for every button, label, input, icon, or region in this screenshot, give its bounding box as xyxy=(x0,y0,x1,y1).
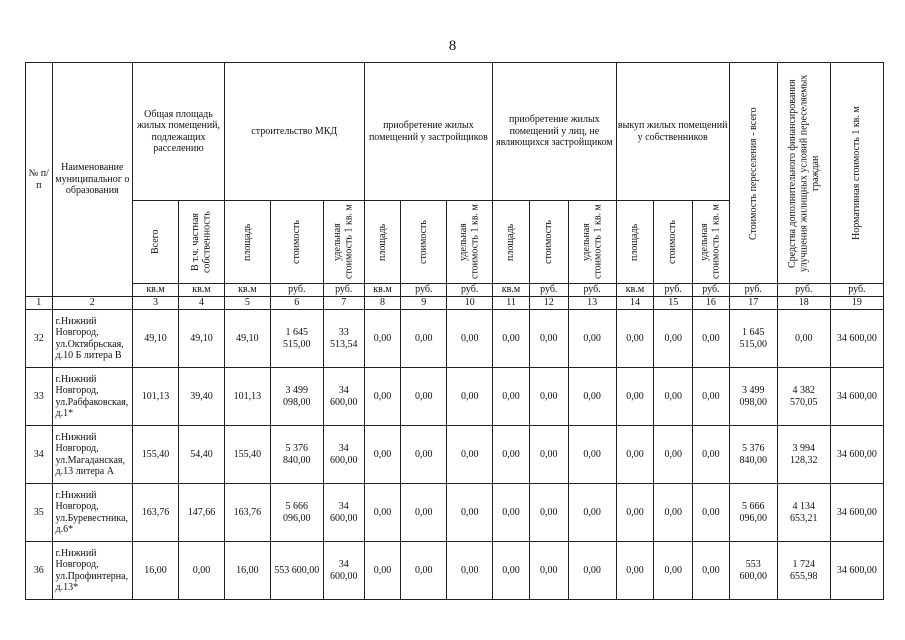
unit-cell: кв.м xyxy=(493,284,530,297)
value-cell: 34 600,00 xyxy=(323,426,364,484)
value-cell: 553 600,00 xyxy=(729,542,777,600)
value-cell: 0,00 xyxy=(568,542,616,600)
unit-cell: руб. xyxy=(270,284,323,297)
header-norm-cost: Нормативная стоимость 1 кв. м xyxy=(830,63,883,284)
value-cell: 0,00 xyxy=(364,542,401,600)
unit-cell: руб. xyxy=(777,284,830,297)
value-cell: 5 666 096,00 xyxy=(729,484,777,542)
value-cell: 0,00 xyxy=(654,542,693,600)
municipality-name-cell: г.Нижний Новгород, ул.Октябрьская, д.10 Б литера В xyxy=(52,310,133,368)
sub-unit-cost-7: удельная стоимость 1 кв. м xyxy=(323,201,364,284)
value-cell: 0,00 xyxy=(447,368,493,426)
municipality-name-cell: г.Нижний Новгород, ул.Рабфаковская, д.1* xyxy=(52,368,133,426)
value-cell: 33 513,54 xyxy=(323,310,364,368)
value-cell: 0,00 xyxy=(529,542,568,600)
row-number-cell: 35 xyxy=(26,484,53,542)
value-cell: 0,00 xyxy=(447,310,493,368)
value-cell: 0,00 xyxy=(178,542,224,600)
value-cell: 0,00 xyxy=(529,426,568,484)
value-cell: 163,76 xyxy=(224,484,270,542)
value-cell: 0,00 xyxy=(529,484,568,542)
column-number: 2 xyxy=(52,297,133,310)
table-row xyxy=(26,368,884,426)
value-cell: 0,00 xyxy=(447,426,493,484)
value-cell: 0,00 xyxy=(616,484,654,542)
value-cell: 0,00 xyxy=(364,368,401,426)
value-cell: 0,00 xyxy=(616,368,654,426)
row-number-cell: 33 xyxy=(26,368,53,426)
value-cell: 0,00 xyxy=(401,310,447,368)
value-cell: 4 382 570,05 xyxy=(777,368,830,426)
value-cell: 0,00 xyxy=(529,368,568,426)
column-number: 17 xyxy=(729,297,777,310)
column-number: 9 xyxy=(401,297,447,310)
unit-cell: руб. xyxy=(729,284,777,297)
value-cell: 0,00 xyxy=(529,310,568,368)
header-name: Наименование муниципальног о образования xyxy=(52,63,133,297)
value-cell: 34 600,00 xyxy=(323,368,364,426)
unit-cell: руб. xyxy=(323,284,364,297)
value-cell: 5 376 840,00 xyxy=(729,426,777,484)
value-cell: 0,00 xyxy=(493,310,530,368)
header-purchase-non-developers: приобретение жилых помещений у лиц, не являющихся застройщиком xyxy=(493,63,616,201)
value-cell: 39,40 xyxy=(178,368,224,426)
value-cell: 34 600,00 xyxy=(830,310,883,368)
value-cell: 0,00 xyxy=(364,484,401,542)
value-cell: 0,00 xyxy=(447,542,493,600)
value-cell: 0,00 xyxy=(364,310,401,368)
value-cell: 3 994 128,32 xyxy=(777,426,830,484)
sub-area-14: площадь xyxy=(616,201,654,284)
value-cell: 5 376 840,00 xyxy=(270,426,323,484)
value-cell: 0,00 xyxy=(616,310,654,368)
row-number-cell: 32 xyxy=(26,310,53,368)
unit-cell: кв.м xyxy=(364,284,401,297)
value-cell: 0,00 xyxy=(568,310,616,368)
sub-private: В т.ч. частная собственность xyxy=(178,201,224,284)
unit-cell: руб. xyxy=(447,284,493,297)
value-cell: 155,40 xyxy=(133,426,179,484)
value-cell: 0,00 xyxy=(693,310,730,368)
unit-cell: кв.м xyxy=(224,284,270,297)
municipality-name-cell: г.Нижний Новгород, ул.Магаданская, д.13 литера А xyxy=(52,426,133,484)
value-cell: 147,66 xyxy=(178,484,224,542)
sub-unit-cost-13: удельная стоимость 1 кв. м xyxy=(568,201,616,284)
sub-area-11: площадь xyxy=(493,201,530,284)
value-cell: 49,10 xyxy=(224,310,270,368)
column-number: 16 xyxy=(693,297,730,310)
value-cell: 16,00 xyxy=(133,542,179,600)
value-cell: 0,00 xyxy=(568,426,616,484)
header-additional-funds: Средства дополнительного финансирования улучшения жилищных условий переселяемых граждан xyxy=(777,63,830,284)
value-cell: 0,00 xyxy=(568,368,616,426)
table-row xyxy=(26,310,884,368)
value-cell: 1 645 515,00 xyxy=(729,310,777,368)
table-row xyxy=(26,484,884,542)
value-cell: 34 600,00 xyxy=(830,542,883,600)
value-cell: 3 499 098,00 xyxy=(270,368,323,426)
sub-unit-cost-16: удельная стоимость 1 кв. м xyxy=(693,201,730,284)
page-number: 8 xyxy=(448,38,457,54)
value-cell: 101,13 xyxy=(224,368,270,426)
value-cell: 0,00 xyxy=(693,368,730,426)
value-cell: 34 600,00 xyxy=(323,484,364,542)
value-cell: 34 600,00 xyxy=(830,426,883,484)
sub-unit-cost-10: удельная стоимость 1 кв. м xyxy=(447,201,493,284)
value-cell: 155,40 xyxy=(224,426,270,484)
header-purchase-developers: приобретение жилых помещений у застройщиков xyxy=(364,63,493,201)
value-cell: 0,00 xyxy=(401,368,447,426)
value-cell: 163,76 xyxy=(133,484,179,542)
unit-cell: руб. xyxy=(830,284,883,297)
value-cell: 1 724 655,98 xyxy=(777,542,830,600)
column-number: 13 xyxy=(568,297,616,310)
table-row xyxy=(26,542,884,600)
value-cell: 16,00 xyxy=(224,542,270,600)
unit-cell: руб. xyxy=(654,284,693,297)
column-number: 14 xyxy=(616,297,654,310)
unit-cell: руб. xyxy=(693,284,730,297)
value-cell: 0,00 xyxy=(654,484,693,542)
value-cell: 34 600,00 xyxy=(830,368,883,426)
unit-cell: руб. xyxy=(568,284,616,297)
column-number: 11 xyxy=(493,297,530,310)
sub-area-5: площадь xyxy=(224,201,270,284)
unit-cell: кв.м xyxy=(133,284,179,297)
sub-area-8: площадь xyxy=(364,201,401,284)
value-cell: 0,00 xyxy=(654,310,693,368)
sub-total: Всего xyxy=(133,201,179,284)
column-number: 12 xyxy=(529,297,568,310)
value-cell: 0,00 xyxy=(777,310,830,368)
column-number: 4 xyxy=(178,297,224,310)
header-cost-total: Стоимость переселения - всего xyxy=(729,63,777,284)
header-num: № п/ п xyxy=(26,63,53,297)
value-cell: 0,00 xyxy=(568,484,616,542)
column-number: 3 xyxy=(133,297,179,310)
value-cell: 0,00 xyxy=(401,426,447,484)
value-cell: 34 600,00 xyxy=(830,484,883,542)
value-cell: 0,00 xyxy=(693,484,730,542)
sub-cost-9: стоимость xyxy=(401,201,447,284)
value-cell: 3 499 098,00 xyxy=(729,368,777,426)
sub-cost-6: стоимость xyxy=(270,201,323,284)
value-cell: 5 666 096,00 xyxy=(270,484,323,542)
row-number-cell: 34 xyxy=(26,426,53,484)
value-cell: 0,00 xyxy=(493,484,530,542)
municipality-name-cell: г.Нижний Новгород, ул.Профинтерна, д.13* xyxy=(52,542,133,600)
column-number: 8 xyxy=(364,297,401,310)
units-row xyxy=(26,284,884,297)
value-cell: 0,00 xyxy=(654,368,693,426)
column-number: 15 xyxy=(654,297,693,310)
column-number: 1 xyxy=(26,297,53,310)
value-cell: 101,13 xyxy=(133,368,179,426)
value-cell: 0,00 xyxy=(693,542,730,600)
header-buyout: выкуп жилых помещений у собственников xyxy=(616,63,729,201)
value-cell: 49,10 xyxy=(178,310,224,368)
value-cell: 0,00 xyxy=(401,542,447,600)
unit-cell: руб. xyxy=(529,284,568,297)
column-number: 7 xyxy=(323,297,364,310)
unit-cell: руб. xyxy=(401,284,447,297)
value-cell: 49,10 xyxy=(133,310,179,368)
table-body xyxy=(26,310,884,600)
value-cell: 0,00 xyxy=(616,426,654,484)
value-cell: 1 645 515,00 xyxy=(270,310,323,368)
header-construction: строительство МКД xyxy=(224,63,364,201)
row-number-cell: 36 xyxy=(26,542,53,600)
value-cell: 0,00 xyxy=(693,426,730,484)
resettlement-table xyxy=(25,62,884,600)
column-number: 19 xyxy=(830,297,883,310)
value-cell: 0,00 xyxy=(364,426,401,484)
value-cell: 553 600,00 xyxy=(270,542,323,600)
header-total-area: Общая площадь жилых помещений, подлежащих расселению xyxy=(133,63,225,201)
value-cell: 54,40 xyxy=(178,426,224,484)
value-cell: 4 134 653,21 xyxy=(777,484,830,542)
unit-cell: кв.м xyxy=(178,284,224,297)
value-cell: 0,00 xyxy=(493,426,530,484)
value-cell: 0,00 xyxy=(401,484,447,542)
header-row-top xyxy=(26,63,884,201)
value-cell: 0,00 xyxy=(493,368,530,426)
sub-cost-15: стоимость xyxy=(654,201,693,284)
column-number: 6 xyxy=(270,297,323,310)
column-number: 18 xyxy=(777,297,830,310)
value-cell: 0,00 xyxy=(493,542,530,600)
value-cell: 0,00 xyxy=(447,484,493,542)
value-cell: 0,00 xyxy=(654,426,693,484)
table-row xyxy=(26,426,884,484)
municipality-name-cell: г.Нижний Новгород, ул.Буревестника, д.6* xyxy=(52,484,133,542)
sub-cost-12: стоимость xyxy=(529,201,568,284)
column-number: 5 xyxy=(224,297,270,310)
unit-cell: кв.м xyxy=(616,284,654,297)
value-cell: 0,00 xyxy=(616,542,654,600)
column-numbers-row xyxy=(26,297,884,310)
column-number: 10 xyxy=(447,297,493,310)
value-cell: 34 600,00 xyxy=(323,542,364,600)
